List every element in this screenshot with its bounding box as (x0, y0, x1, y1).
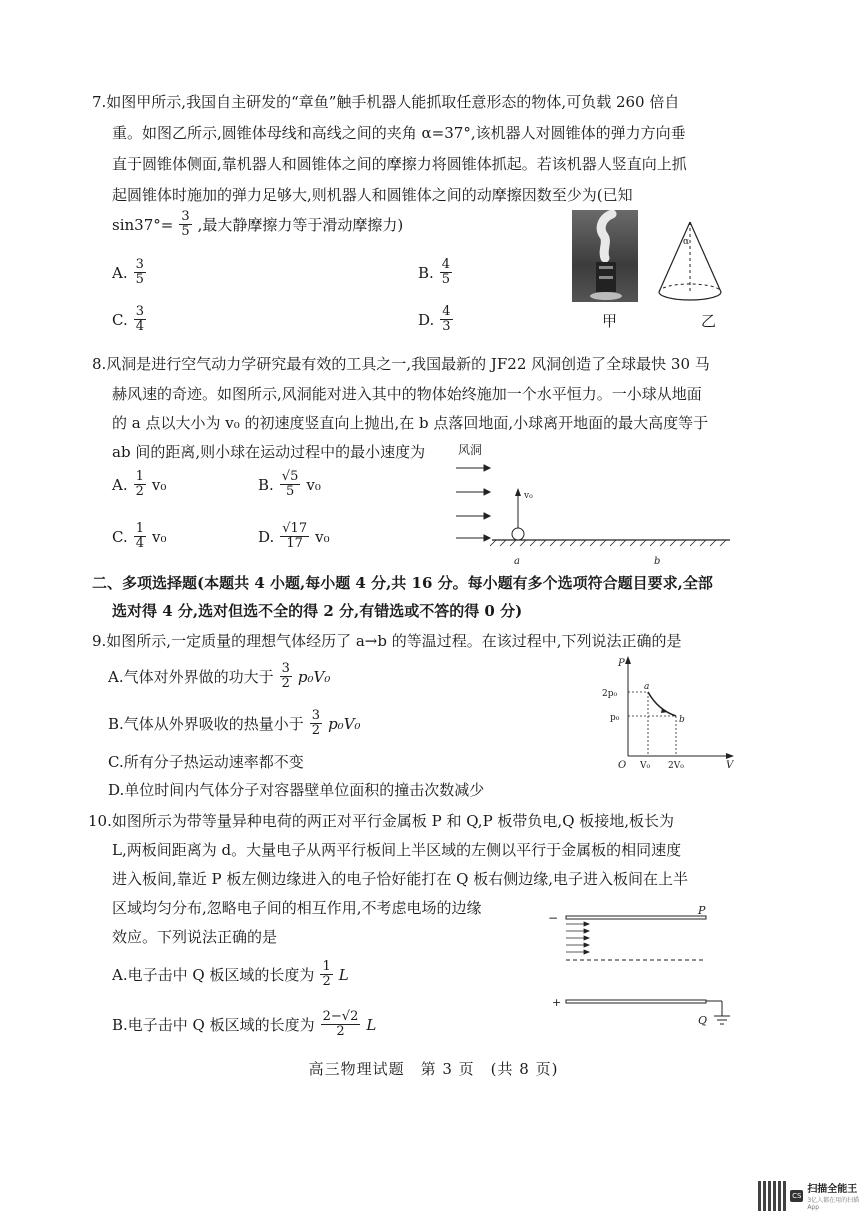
cone-diagram (655, 218, 725, 306)
q7-line-3: 直于圆锥体侧面,靠机器人和圆锥体之间的摩擦力将圆锥体抓起。若该机器人竖直向上抓 (112, 155, 687, 173)
scanner-watermark (758, 1180, 867, 1211)
frac-den: 5 (441, 272, 451, 287)
option-label: B. (258, 475, 274, 494)
q9-stem: 9.如图所示,一定质量的理想气体经历了 a→b 的等温过程。在该过程中,下列说法正确的是 (92, 632, 682, 650)
option-fraction (280, 470, 301, 499)
plate-q-label: Q (698, 1014, 708, 1027)
cone-base-front (659, 292, 721, 300)
q7-option-d[interactable] (418, 305, 455, 334)
frac-den: 17 (286, 536, 303, 551)
sin-prefix: sin37°= (112, 215, 174, 234)
q7-option-a[interactable] (112, 258, 148, 287)
option-suffix: v₀ (151, 475, 167, 494)
2p0-label: 2p₀ (602, 689, 618, 699)
option-fraction (440, 258, 452, 287)
q8-line-4: ab 间的距离,则小球在运动过程中的最小速度为 (112, 443, 426, 461)
frac-num: √17 (282, 521, 308, 536)
2v0-label: 2V₀ (668, 761, 684, 770)
frac-num: 2−√2 (322, 1009, 359, 1024)
q7-option-c[interactable] (112, 305, 148, 334)
minus-sign: − (548, 911, 559, 925)
q9-option-d[interactable]: D.单位时间内气体分子对容器壁单位面积的撞击次数减少 (108, 781, 485, 799)
option-fraction (280, 522, 309, 551)
frac-num: 1 (135, 521, 144, 536)
option-fraction (440, 305, 452, 334)
wind-tunnel-label: 风洞 (458, 443, 483, 457)
wind-tunnel-diagram (448, 440, 738, 570)
q7-option-b[interactable] (418, 258, 454, 287)
frac-den: 5 (285, 484, 295, 499)
qr-code-icon (758, 1181, 786, 1211)
frac-num: 3 (281, 661, 290, 676)
plate-q (566, 1000, 706, 1003)
q8-line-1: 8.风洞是进行空气动力学研究最有效的工具之一,我国最新的 JF22 风洞创造了全球最快 30 马 (92, 355, 710, 373)
option-label: B. (418, 263, 434, 282)
frac-den: 3 (442, 319, 451, 334)
q10-line-4: 区域均匀分布,忽略电子间的相互作用,不考虑电场的边缘 (112, 899, 482, 917)
frac-den: 2 (322, 974, 331, 989)
sin-fraction (179, 210, 191, 239)
p-axis-arrow (625, 656, 631, 664)
frac-num: 1 (322, 959, 331, 974)
robot-tentacle-icon (572, 210, 638, 302)
page-footer: 高三物理试题 第 3 页 (共 8 页) (308, 1060, 559, 1078)
option-label: D. (258, 527, 275, 546)
alpha-label: α (683, 237, 690, 247)
p0-label: p₀ (610, 713, 620, 723)
frac-num: 3 (135, 304, 144, 319)
option-suffix: v₀ (306, 475, 321, 494)
ball (512, 528, 524, 540)
option-suffix: L (338, 965, 349, 984)
watermark-text (807, 1180, 867, 1211)
v0-label: v₀ (524, 491, 533, 501)
p-axis-label: P (618, 658, 625, 669)
origin-label: O (618, 760, 627, 770)
fig-jia-label: 甲 (602, 312, 618, 330)
option-suffix: v₀ (315, 527, 330, 546)
q7-line-1: 7.如图甲所示,我国自主研发的“章鱼”触手机器人能抓取任意形态的物体,可负载 260 倍自 (92, 93, 680, 111)
sin-den: 5 (181, 224, 190, 239)
cone-right-edge (690, 222, 721, 292)
frac-num: 4 (441, 257, 451, 272)
plate-p-label: P (698, 904, 706, 917)
frac-den: 4 (135, 536, 144, 551)
option-fraction (134, 522, 146, 551)
frac-den: 2 (281, 676, 290, 691)
q8-option-b[interactable] (258, 470, 321, 499)
q7-line-2: 重。如图乙所示,圆锥体母线和高线之间的夹角 α=37°,该机器人对圆锥体的弹力方向垂 (112, 124, 686, 142)
electron-beam-arrows (566, 922, 589, 954)
option-text: B.电子击中 Q 板区域的长度为 (112, 1016, 315, 1034)
option-fraction (280, 662, 292, 691)
v0-label: V₀ (640, 761, 651, 770)
wind-arrows (456, 465, 490, 541)
q8-option-c[interactable] (112, 522, 167, 551)
option-label: A. (112, 475, 128, 494)
v0-arrow-head (515, 488, 521, 496)
section2-note: 选对得 4 分,选对但选不全的得 2 分,有错选或不答的得 0 分) (112, 602, 523, 620)
q8-option-d[interactable] (258, 522, 330, 551)
q7-line-4: 起圆锥体时施加的弹力足够大,则机器人和圆锥体之间的动摩擦因数至少为(已知 (112, 186, 633, 204)
option-fraction (320, 960, 332, 989)
cone-left-edge (659, 222, 690, 292)
v-axis-arrow (726, 753, 734, 759)
frac-num: 3 (311, 708, 321, 723)
option-text: A.电子击中 Q 板区域的长度为 (112, 966, 315, 984)
q10-option-a[interactable] (112, 960, 349, 989)
watermark-brand: 扫描全能王 (807, 1184, 858, 1195)
frac-num: 4 (442, 304, 451, 319)
robot-photo (572, 210, 638, 302)
q8-line-3: 的 a 点以大小为 v₀ 的初速度竖直向上抛出,在 b 点落回地面,小球离开地面的最大高度等于 (112, 414, 709, 432)
q10-line-2: L,两板间距离为 d。大量电子从两平行板间上半区域的左侧以平行于金属板的相同速度 (112, 841, 682, 859)
q8-line-2: 赫风速的奇迹。如图所示,风洞能对进入其中的物体始终施加一个水平恒力。一小球从地面 (112, 385, 702, 403)
option-label: A. (112, 263, 128, 282)
pv-diagram (600, 652, 740, 770)
option-fraction (321, 1010, 361, 1039)
q9-option-b[interactable] (108, 709, 361, 738)
q9-option-c[interactable]: C.所有分子热运动速率都不变 (108, 753, 304, 771)
section2-title: 二、多项选择题(本题共 4 小题,每小题 4 分,共 16 分。每小题有多个选项符合题目要求,全部 (92, 574, 713, 592)
frac-num: √5 (281, 469, 299, 484)
option-suffix: p₀V₀ (297, 667, 331, 686)
option-fraction (310, 709, 322, 738)
frac-num: 1 (135, 469, 144, 484)
parallel-plates-diagram (544, 902, 744, 1032)
q10-line-1: 10.如图所示为带等量异种电荷的两正对平行金属板 P 和 Q,P 板带负电,Q 板接地,板长为 (88, 812, 675, 830)
q8-option-a[interactable] (112, 470, 166, 499)
ground-hatch (490, 540, 726, 546)
option-text: A.气体对外界做的功大于 (108, 668, 274, 686)
watermark-sub: 3亿人都在用的扫描App (807, 1197, 860, 1211)
option-fraction (134, 305, 146, 334)
fig-yi-label: 乙 (701, 312, 717, 330)
frac-den: 2 (336, 1024, 345, 1039)
q9-option-a[interactable] (108, 662, 330, 691)
frac-num: 3 (135, 257, 144, 272)
point-b-label: b (679, 715, 685, 725)
option-fraction (134, 258, 146, 287)
q10-line-3: 进入板间,靠近 P 板左侧边缘进入的电子恰好能打在 Q 板右侧边缘,电子进入板间在上半 (112, 870, 689, 888)
v-axis-label: V (726, 760, 734, 770)
frac-den: 2 (311, 723, 321, 738)
q10-option-b[interactable] (112, 1010, 376, 1039)
option-label: C. (112, 527, 128, 546)
point-a-label: a (644, 682, 650, 692)
option-suffix: L (366, 1015, 377, 1034)
plus-sign: + (552, 996, 562, 1009)
plate-p (566, 916, 706, 919)
frac-den: 4 (135, 319, 144, 334)
option-suffix: v₀ (152, 527, 167, 546)
cs-logo-icon: CS (792, 1191, 802, 1200)
q7-line-5 (112, 210, 403, 239)
frac-den: 2 (135, 484, 144, 499)
point-a-label: a (514, 556, 520, 567)
sin-num: 3 (181, 209, 190, 224)
option-text: B.气体从外界吸收的热量小于 (108, 715, 304, 733)
option-label: D. (418, 310, 435, 329)
frac-den: 5 (135, 272, 144, 287)
option-suffix: p₀V₀ (328, 714, 361, 733)
q10-line-5: 效应。下列说法正确的是 (112, 928, 278, 946)
sin-suffix: ,最大静摩擦力等于滑动摩擦力) (197, 216, 404, 234)
option-fraction (134, 470, 146, 499)
option-label: C. (112, 310, 128, 329)
point-b-label: b (654, 556, 661, 567)
